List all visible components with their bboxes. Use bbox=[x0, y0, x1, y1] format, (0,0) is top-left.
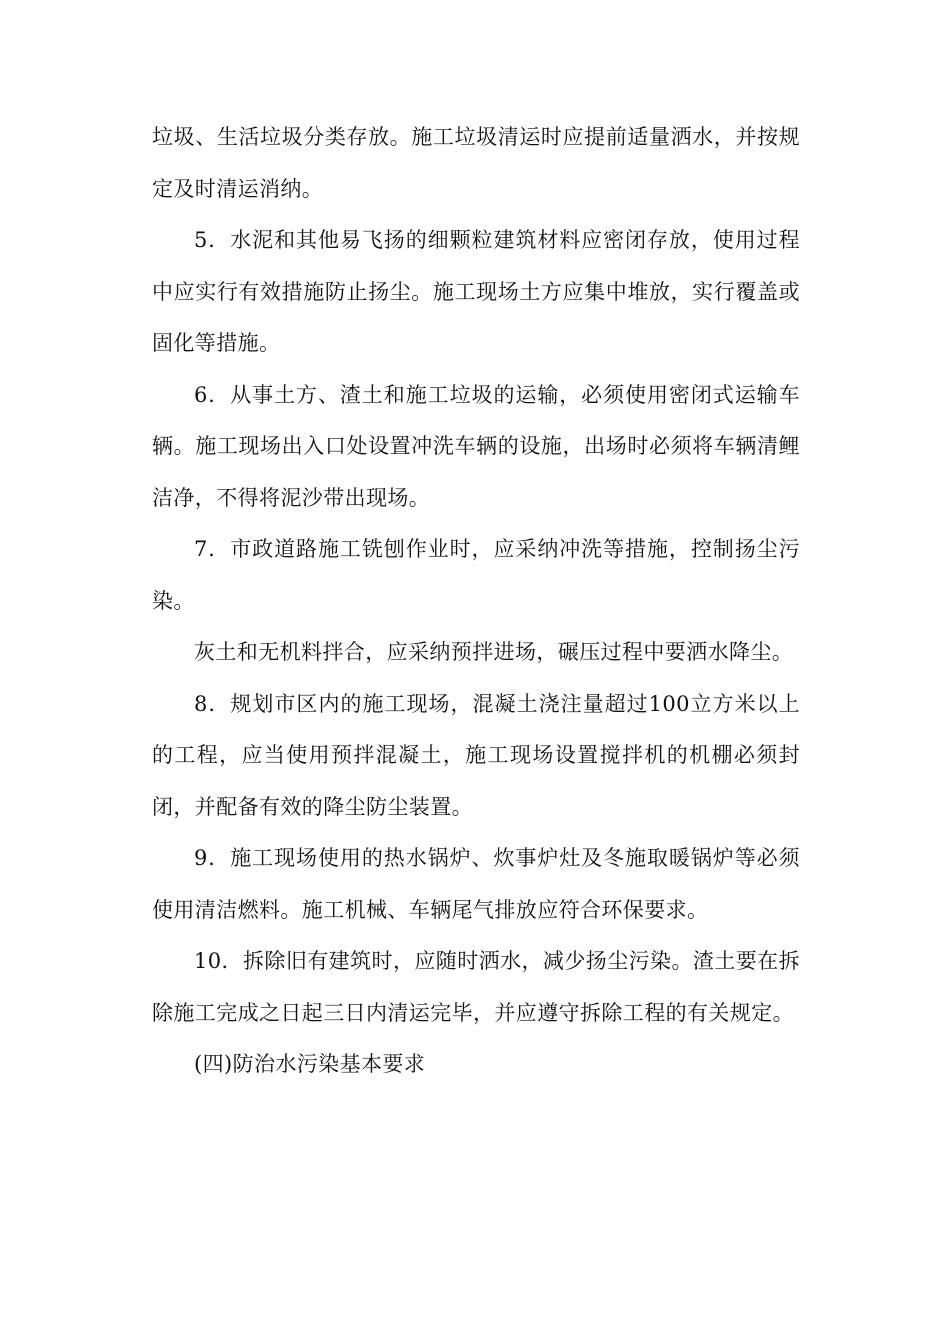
paragraph-continued: 垃圾、生活垃圾分类存放。施工垃圾清运时应提前适量洒水，并按规定及时清运消纳。 bbox=[152, 125, 800, 201]
paragraph-item-7: 7．市政道路施工铣刨作业时，应采纳冲洗等措施，控制扬尘污染。 bbox=[152, 537, 800, 613]
document-body bbox=[152, 112, 800, 1091]
section-heading-4: (四)防治水污染基本要求 bbox=[194, 1052, 426, 1076]
paragraph-item-7-note: 灰土和无机料拌合，应采纳预拌进场，碾压过程中要洒水降尘。 bbox=[194, 640, 794, 664]
paragraph-item-8: 8．规划市区内的施工现场，混凝土浇注量超过100立方米以上的工程，应当使用预拌混凝土，施工现场设置搅拌机的机棚必须封闭，并配备有效的降尘防尘装置。 bbox=[152, 691, 800, 819]
paragraph-item-6: 6．从事土方、渣土和施工垃圾的运输，必须使用密闭式运输车辆。施工现场出入口处设置冲洗车辆的设施，出场时必须将车辆清鲤洁净，不得将泥沙带出现场。 bbox=[152, 382, 800, 510]
paragraph-item-9: 9．施工现场使用的热水锅炉、炊事炉灶及冬施取暖锅炉等必须使用清洁燃料。施工机械、车辆尾气排放应符合环保要求。 bbox=[152, 846, 800, 922]
paragraph-item-10: 10．拆除旧有建筑时，应随时洒水，减少扬尘污染。渣土要在拆除施工完成之日起三日内清运完毕，并应遵守拆除工程的有关规定。 bbox=[152, 949, 800, 1025]
paragraph-item-5: 5．水泥和其他易飞扬的细颗粒建筑材料应密闭存放，使用过程中应实行有效措施防止扬尘。施工现场土方应集中堆放，实行覆盖或固化等措施。 bbox=[152, 228, 800, 355]
